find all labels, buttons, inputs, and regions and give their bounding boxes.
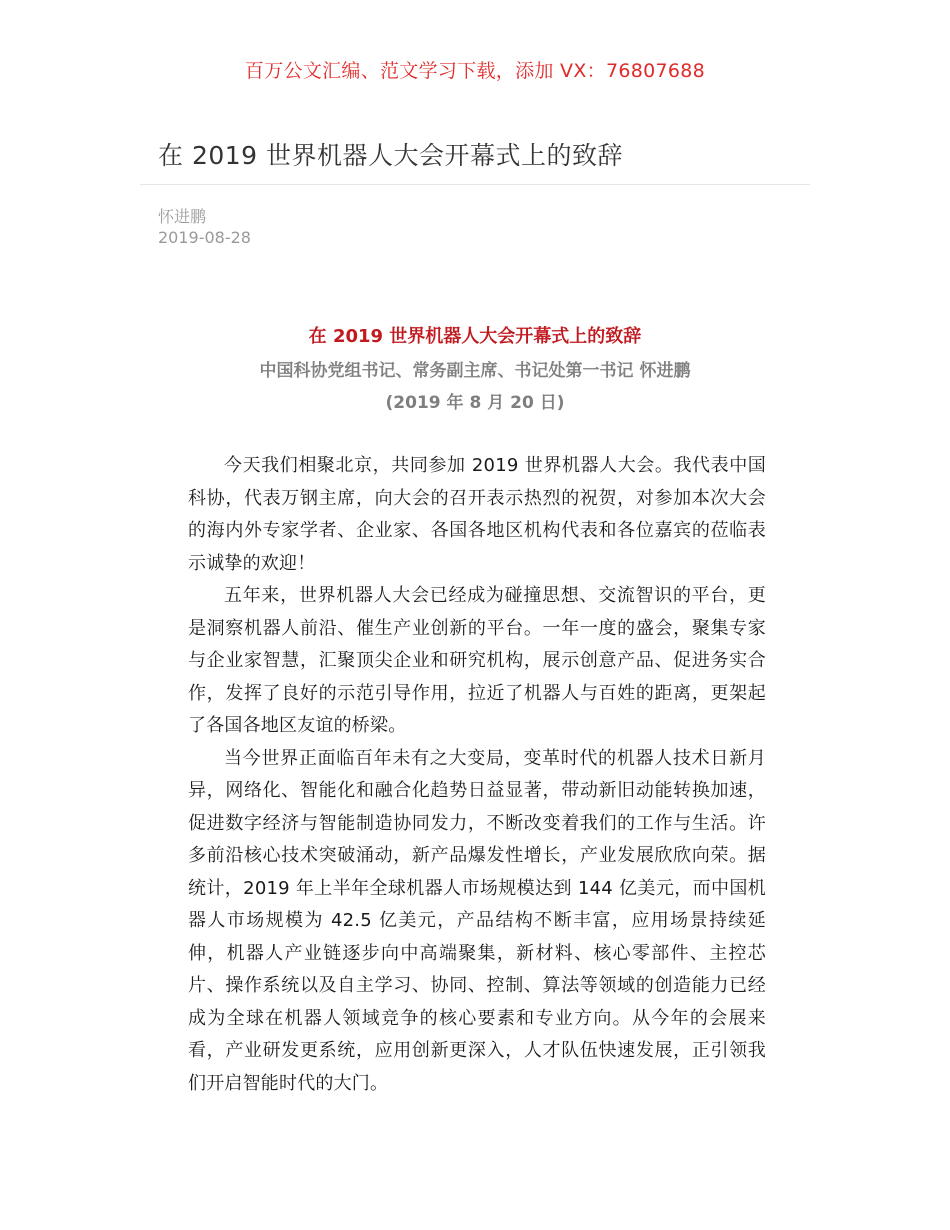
promo-banner: 百万公文汇编、范文学习下载，添加 VX：76807688 bbox=[244, 60, 706, 82]
document-subheading: 中国科协党组书记、常务副主席、书记处第一书记 怀进鹏 bbox=[259, 361, 691, 381]
document-heading: 在 2019 世界机器人大会开幕式上的致辞 bbox=[308, 326, 642, 347]
page-title: 在 2019 世界机器人大会开幕式上的致辞 bbox=[158, 141, 624, 170]
paragraph: 当今世界正面临百年未有之大变局，变革时代的机器人技术日新月异，网络化、智能化和融合化趋势日益显著，带动新旧动能转换加速，促进数字经济与智能制造协同发力，不断改变着我们的工作与生活。许多前沿核心技术突破涌动，新产品爆发性增长，产业发展欣欣向荣。据统计，2019 年上半年全球机器人市场规模达到 144 亿美元，而中国机器人市场规模为 42.5 亿美元，产品结构不断丰富，应用场景持续延伸，机器人产业链逐步向中高端聚集，新材料、核心零部件、主控芯片、操作系统以及自主学习、协同、控制、算法等领域的创造能力已经成为全球在机器人领域竞争的核心要素和专业方向。从今年的会展来看，产业研发更系统，应用创新更深入，人才队伍快速发展，正引领我们开启智能时代的大门。 bbox=[188, 747, 766, 1094]
author-name: 怀进鹏 bbox=[158, 207, 207, 226]
paragraph: 五年来，世界机器人大会已经成为碰撞思想、交流智识的平台，更是洞察机器人前沿、催生产业创新的平台。一年一度的盛会，聚集专家与企业家智慧，汇聚顶尖企业和研究机构，展示创意产品、促进务实合作，发挥了良好的示范引导作用，拉近了机器人与百姓的距离，更架起了各国各地区友谊的桥梁。 bbox=[188, 585, 766, 736]
publish-date: 2019-08-28 bbox=[158, 228, 251, 247]
title-divider bbox=[140, 184, 810, 185]
document-date: (2019 年 8 月 20 日) bbox=[385, 393, 565, 413]
paragraph: 今天我们相聚北京，共同参加 2019 世界机器人大会。我代表中国科协，代表万钢主席，向大会的召开表示热烈的祝贺，对参加本次大会的海内外专家学者、企业家、各国各地区机构代表和各位嘉宾的莅临表示诚挚的欢迎！ bbox=[188, 455, 766, 574]
article-body bbox=[188, 450, 766, 1100]
